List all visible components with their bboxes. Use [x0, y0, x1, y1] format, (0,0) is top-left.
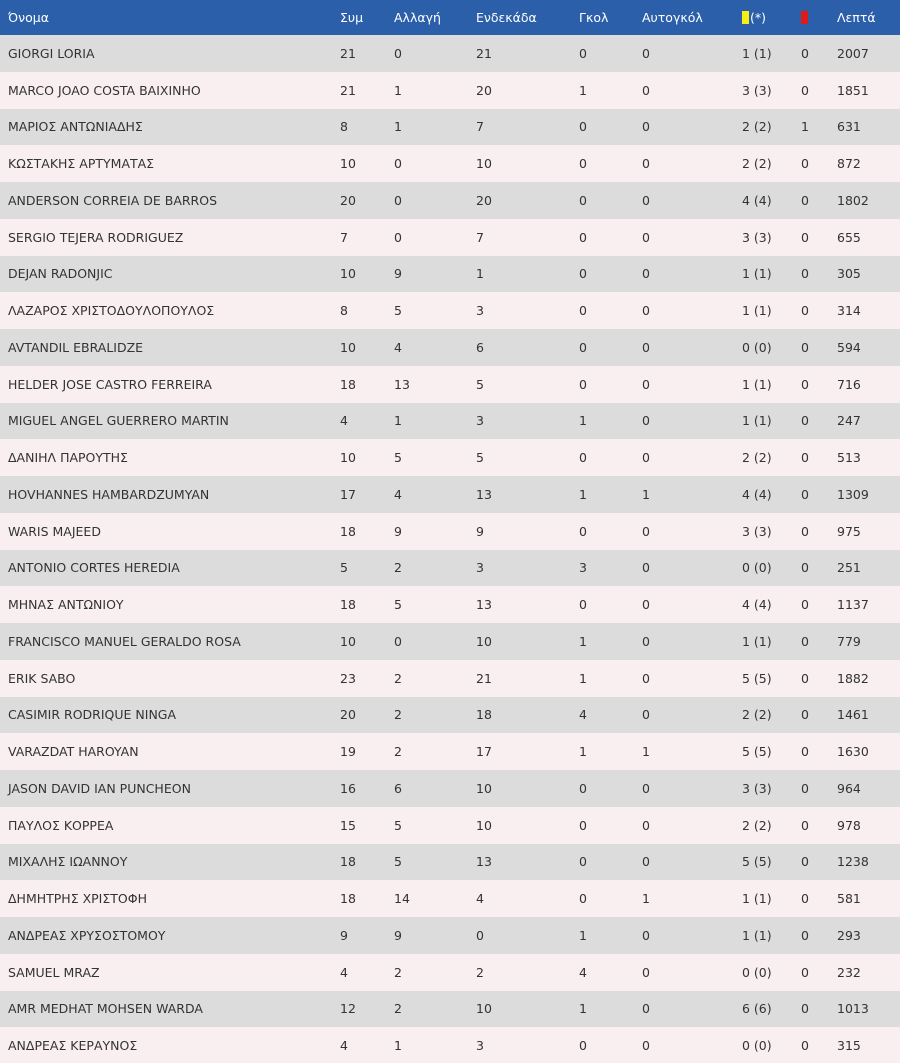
- appearances-cell: 15: [340, 817, 356, 833]
- table-row: [0, 623, 900, 660]
- red-cards-cell: 0: [801, 1038, 809, 1054]
- goals-cell: 0: [579, 303, 587, 319]
- player-name[interactable]: HELDER JOSE CASTRO FERREIRA: [8, 376, 212, 392]
- table-row: [0, 329, 900, 366]
- substitute-cell: 0: [394, 229, 402, 245]
- starting-cell: 9: [476, 523, 484, 539]
- appearances-cell: 18: [340, 523, 356, 539]
- header-appearances[interactable]: Συμ: [340, 10, 364, 25]
- starting-cell: 3: [476, 303, 484, 319]
- table-row: [0, 145, 900, 182]
- minutes-cell: 1238: [837, 854, 869, 870]
- red-cards-cell: 0: [801, 303, 809, 319]
- table-row: [0, 807, 900, 844]
- starting-cell: 5: [476, 450, 484, 466]
- own-goals-cell: 0: [642, 523, 650, 539]
- yellow-cards-cell: 1 (1): [742, 45, 772, 61]
- yellow-cards-cell: 1 (1): [742, 266, 772, 282]
- goals-cell: 3: [579, 560, 587, 576]
- starting-cell: 3: [476, 560, 484, 576]
- red-cards-cell: 0: [801, 229, 809, 245]
- goals-cell: 1: [579, 670, 587, 686]
- player-name[interactable]: ΠΑΥΛΟΣ ΚΟΡΡΕΑ: [8, 817, 114, 833]
- minutes-cell: 975: [837, 523, 861, 539]
- yellow-cards-cell: 5 (5): [742, 670, 772, 686]
- starting-cell: 20: [476, 192, 492, 208]
- substitute-cell: 2: [394, 560, 402, 576]
- table-row: [0, 733, 900, 770]
- header-red-cards[interactable]: [801, 0, 837, 35]
- goals-cell: 0: [579, 597, 587, 613]
- goals-cell: 4: [579, 707, 587, 723]
- own-goals-cell: 1: [642, 891, 650, 907]
- goals-cell: 1: [579, 633, 587, 649]
- starting-cell: 10: [476, 633, 492, 649]
- header-yellow-cards[interactable]: [742, 0, 801, 35]
- substitute-cell: 5: [394, 303, 402, 319]
- substitute-cell: 0: [394, 633, 402, 649]
- substitute-cell: 2: [394, 707, 402, 723]
- appearances-cell: 17: [340, 486, 356, 502]
- goals-cell: 4: [579, 964, 587, 980]
- yellow-cards-cell: 0 (0): [742, 1038, 772, 1054]
- red-cards-cell: 0: [801, 780, 809, 796]
- own-goals-cell: 0: [642, 45, 650, 61]
- red-cards-cell: 0: [801, 854, 809, 870]
- yellow-cards-cell: 6 (6): [742, 1001, 772, 1017]
- own-goals-cell: 0: [642, 376, 650, 392]
- goals-cell: 0: [579, 339, 587, 355]
- starting-cell: 13: [476, 486, 492, 502]
- red-cards-cell: 0: [801, 633, 809, 649]
- player-name[interactable]: SERGIO TEJERA RODRIGUEZ: [8, 229, 184, 245]
- substitute-cell: 6: [394, 780, 402, 796]
- own-goals-cell: 1: [642, 744, 650, 760]
- yellow-cards-cell: 1 (1): [742, 633, 772, 649]
- goals-cell: 0: [579, 854, 587, 870]
- player-name[interactable]: ANDERSON CORREIA DE BARROS: [8, 192, 218, 208]
- goals-cell: 0: [579, 45, 587, 61]
- header-row: [0, 0, 900, 35]
- own-goals-cell: 0: [642, 119, 650, 135]
- appearances-cell: 18: [340, 597, 356, 613]
- substitute-cell: 5: [394, 854, 402, 870]
- red-cards-cell: 0: [801, 450, 809, 466]
- own-goals-cell: 0: [642, 450, 650, 466]
- substitute-cell: 9: [394, 927, 402, 943]
- table-row: [0, 697, 900, 734]
- goals-cell: 0: [579, 1038, 587, 1054]
- appearances-cell: 10: [340, 450, 356, 466]
- yellow-cards-cell: 1 (1): [742, 376, 772, 392]
- minutes-cell: 1882: [837, 670, 869, 686]
- own-goals-cell: 0: [642, 854, 650, 870]
- minutes-cell: 513: [837, 450, 861, 466]
- own-goals-cell: 0: [642, 780, 650, 796]
- table-row: [0, 917, 900, 954]
- table-row: [0, 219, 900, 256]
- starting-cell: 21: [476, 670, 492, 686]
- yellow-cards-cell: 3 (3): [742, 82, 772, 98]
- yellow-cards-cell: 1 (1): [742, 927, 772, 943]
- yellow-cards-cell: 1 (1): [742, 303, 772, 319]
- appearances-cell: 18: [340, 376, 356, 392]
- own-goals-cell: 0: [642, 266, 650, 282]
- table-row: [0, 109, 900, 146]
- table-row: [0, 991, 900, 1028]
- starting-cell: 13: [476, 854, 492, 870]
- minutes-cell: 1309: [837, 486, 869, 502]
- own-goals-cell: 0: [642, 817, 650, 833]
- red-cards-cell: 0: [801, 707, 809, 723]
- table-row: [0, 256, 900, 293]
- yellow-cards-cell: 3 (3): [742, 229, 772, 245]
- appearances-cell: 4: [340, 964, 348, 980]
- player-name[interactable]: CASIMIR RODRIQUE NINGA: [8, 707, 177, 723]
- player-name[interactable]: WARIS MAJEED: [8, 523, 101, 539]
- table-row: [0, 182, 900, 219]
- goals-cell: 1: [579, 413, 587, 429]
- substitute-cell: 1: [394, 413, 402, 429]
- player-name[interactable]: ΜΙΧΑΛΗΣ ΙΩΑΝΝΟΥ: [8, 854, 128, 870]
- table-row: [0, 880, 900, 917]
- yellow-cards-cell: 3 (3): [742, 523, 772, 539]
- yellow-cards-cell: 1 (1): [742, 413, 772, 429]
- goals-cell: 1: [579, 486, 587, 502]
- player-name[interactable]: ΑΝΔΡΕΑΣ ΚΕΡΑΥΝΟΣ: [8, 1038, 138, 1054]
- player-name[interactable]: ERIK SABO: [8, 670, 76, 686]
- table-body: [0, 35, 900, 1063]
- starting-cell: 3: [476, 413, 484, 429]
- own-goals-cell: 0: [642, 156, 650, 172]
- player-name[interactable]: MARCO JOAO COSTA BAIXINHO: [8, 82, 201, 98]
- appearances-cell: 20: [340, 192, 356, 208]
- yellow-card-icon: [742, 11, 749, 24]
- appearances-cell: 10: [340, 156, 356, 172]
- appearances-cell: 21: [340, 82, 356, 98]
- own-goals-cell: 0: [642, 670, 650, 686]
- yellow-cards-cell: 5 (5): [742, 744, 772, 760]
- substitute-cell: 1: [394, 1038, 402, 1054]
- table-row: [0, 586, 900, 623]
- minutes-cell: 1630: [837, 744, 869, 760]
- appearances-cell: 7: [340, 229, 348, 245]
- appearances-cell: 10: [340, 339, 356, 355]
- appearances-cell: 12: [340, 1001, 356, 1017]
- red-cards-cell: 0: [801, 82, 809, 98]
- red-cards-cell: 0: [801, 964, 809, 980]
- starting-cell: 10: [476, 817, 492, 833]
- player-name[interactable]: VARAZDAT HAROYAN: [8, 744, 139, 760]
- table-row: [0, 660, 900, 697]
- appearances-cell: 9: [340, 927, 348, 943]
- table-row: [0, 403, 900, 440]
- minutes-cell: 631: [837, 119, 861, 135]
- minutes-cell: 293: [837, 927, 861, 943]
- substitute-cell: 1: [394, 119, 402, 135]
- own-goals-cell: 0: [642, 597, 650, 613]
- own-goals-cell: 0: [642, 633, 650, 649]
- appearances-cell: 5: [340, 560, 348, 576]
- minutes-cell: 305: [837, 266, 861, 282]
- table-row: [0, 476, 900, 513]
- yellow-cards-cell: 1 (1): [742, 891, 772, 907]
- appearances-cell: 20: [340, 707, 356, 723]
- starting-cell: 10: [476, 1001, 492, 1017]
- red-card-icon: [801, 11, 808, 24]
- starting-cell: 20: [476, 82, 492, 98]
- own-goals-cell: 1: [642, 486, 650, 502]
- player-name[interactable]: ΔΗΜΗΤΡΗΣ ΧΡΙΣΤΟΦΗ: [8, 891, 147, 907]
- yellow-cards-cell: 0 (0): [742, 560, 772, 576]
- goals-cell: 0: [579, 119, 587, 135]
- player-name[interactable]: MIGUEL ANGEL GUERRERO MARTIN: [8, 413, 229, 429]
- red-cards-cell: 0: [801, 670, 809, 686]
- substitute-cell: 2: [394, 964, 402, 980]
- red-cards-cell: 0: [801, 45, 809, 61]
- header-goals[interactable]: Γκολ: [579, 10, 609, 25]
- table-row: [0, 1027, 900, 1063]
- yellow-cards-cell: 4 (4): [742, 597, 772, 613]
- minutes-cell: 581: [837, 891, 861, 907]
- starting-cell: 0: [476, 927, 484, 943]
- goals-cell: 0: [579, 891, 587, 907]
- player-name[interactable]: HOVHANNES HAMBARDZUMYAN: [8, 486, 210, 502]
- player-name[interactable]: AVTANDIL EBRALIDZE: [8, 339, 144, 355]
- red-cards-cell: 0: [801, 266, 809, 282]
- starting-cell: 7: [476, 229, 484, 245]
- yellow-cards-cell: 0 (0): [742, 339, 772, 355]
- appearances-cell: 8: [340, 303, 348, 319]
- player-name[interactable]: ΜΗΝΑΣ ΑΝΤΩΝΙΟΥ: [8, 597, 124, 613]
- starting-cell: 4: [476, 891, 484, 907]
- starting-cell: 2: [476, 964, 484, 980]
- appearances-cell: 10: [340, 266, 356, 282]
- substitute-cell: 14: [394, 891, 410, 907]
- goals-cell: 0: [579, 376, 587, 392]
- table-row: [0, 439, 900, 476]
- starting-cell: 18: [476, 707, 492, 723]
- player-name[interactable]: ΜΑΡΙΟΣ ΑΝΤΩΝΙΑΔΗΣ: [8, 119, 143, 135]
- appearances-cell: 8: [340, 119, 348, 135]
- yellow-cards-cell: 4 (4): [742, 192, 772, 208]
- substitute-cell: 2: [394, 744, 402, 760]
- player-name[interactable]: ΔΑΝΙΗΛ ΠΑΡΟΥΤΗΣ: [8, 450, 128, 466]
- player-name[interactable]: AMR MEDHAT MOHSEN WARDA: [8, 1001, 203, 1017]
- yellow-cards-cell: 2 (2): [742, 119, 772, 135]
- goals-cell: 0: [579, 780, 587, 796]
- red-cards-cell: 0: [801, 192, 809, 208]
- starting-cell: 1: [476, 266, 484, 282]
- header-minutes[interactable]: Λεπτά: [837, 10, 876, 25]
- goals-cell: 0: [579, 229, 587, 245]
- goals-cell: 0: [579, 266, 587, 282]
- minutes-cell: 232: [837, 964, 861, 980]
- substitute-cell: 4: [394, 486, 402, 502]
- red-cards-cell: 0: [801, 891, 809, 907]
- own-goals-cell: 0: [642, 1038, 650, 1054]
- appearances-cell: 18: [340, 891, 356, 907]
- table-row: [0, 770, 900, 807]
- own-goals-cell: 0: [642, 927, 650, 943]
- header-yellow-suffix: (*): [750, 10, 767, 25]
- player-name[interactable]: ΚΩΣΤΑΚΗΣ ΑΡΤΥΜΑΤΑΣ: [8, 156, 155, 172]
- own-goals-cell: 0: [642, 707, 650, 723]
- yellow-cards-cell: 3 (3): [742, 780, 772, 796]
- minutes-cell: 594: [837, 339, 861, 355]
- player-name[interactable]: ΑΝΔΡΕΑΣ ΧΡΥΣΟΣΤΟΜΟΥ: [8, 927, 166, 943]
- red-cards-cell: 0: [801, 1001, 809, 1017]
- player-name[interactable]: FRANCISCO MANUEL GERALDO ROSA: [8, 633, 241, 649]
- substitute-cell: 13: [394, 376, 410, 392]
- yellow-cards-cell: 2 (2): [742, 450, 772, 466]
- red-cards-cell: 1: [801, 119, 809, 135]
- goals-cell: 1: [579, 1001, 587, 1017]
- substitute-cell: 5: [394, 597, 402, 613]
- minutes-cell: 716: [837, 376, 861, 392]
- player-name[interactable]: DEJAN RADONJIC: [8, 266, 113, 282]
- red-cards-cell: 0: [801, 486, 809, 502]
- player-name[interactable]: GIORGI LORIA: [8, 45, 95, 61]
- goals-cell: 1: [579, 82, 587, 98]
- own-goals-cell: 0: [642, 82, 650, 98]
- table-row: [0, 35, 900, 72]
- appearances-cell: 16: [340, 780, 356, 796]
- starting-cell: 21: [476, 45, 492, 61]
- table-row: [0, 844, 900, 881]
- appearances-cell: 10: [340, 633, 356, 649]
- player-name[interactable]: ΛΑΖΑΡΟΣ ΧΡΙΣΤΟΔΟΥΛΟΠΟΥΛΟΣ: [8, 303, 215, 319]
- starting-cell: 10: [476, 156, 492, 172]
- yellow-cards-cell: 5 (5): [742, 854, 772, 870]
- red-cards-cell: 0: [801, 156, 809, 172]
- red-cards-cell: 0: [801, 376, 809, 392]
- own-goals-cell: 0: [642, 229, 650, 245]
- appearances-cell: 4: [340, 1038, 348, 1054]
- player-name[interactable]: JASON DAVID IAN PUNCHEON: [8, 780, 191, 796]
- appearances-cell: 4: [340, 413, 348, 429]
- header-own-goals[interactable]: Αυτογκόλ: [642, 10, 703, 25]
- red-cards-cell: 0: [801, 744, 809, 760]
- yellow-cards-cell: 2 (2): [742, 156, 772, 172]
- substitute-cell: 9: [394, 523, 402, 539]
- own-goals-cell: 0: [642, 413, 650, 429]
- yellow-cards-cell: 2 (2): [742, 707, 772, 723]
- appearances-cell: 21: [340, 45, 356, 61]
- goals-cell: 1: [579, 927, 587, 943]
- substitute-cell: 2: [394, 1001, 402, 1017]
- starting-cell: 7: [476, 119, 484, 135]
- appearances-cell: 23: [340, 670, 356, 686]
- yellow-cards-cell: 2 (2): [742, 817, 772, 833]
- minutes-cell: 872: [837, 156, 861, 172]
- own-goals-cell: 0: [642, 339, 650, 355]
- minutes-cell: 315: [837, 1038, 861, 1054]
- minutes-cell: 655: [837, 229, 861, 245]
- table-row: [0, 513, 900, 550]
- red-cards-cell: 0: [801, 523, 809, 539]
- substitute-cell: 4: [394, 339, 402, 355]
- goals-cell: 0: [579, 450, 587, 466]
- substitute-cell: 9: [394, 266, 402, 282]
- minutes-cell: 2007: [837, 45, 869, 61]
- minutes-cell: 251: [837, 560, 861, 576]
- table-row: [0, 292, 900, 329]
- own-goals-cell: 0: [642, 964, 650, 980]
- table-row: [0, 72, 900, 109]
- starting-cell: 3: [476, 1038, 484, 1054]
- red-cards-cell: 0: [801, 817, 809, 833]
- substitute-cell: 0: [394, 156, 402, 172]
- minutes-cell: 964: [837, 780, 861, 796]
- appearances-cell: 18: [340, 854, 356, 870]
- own-goals-cell: 0: [642, 560, 650, 576]
- minutes-cell: 978: [837, 817, 861, 833]
- goals-cell: 1: [579, 744, 587, 760]
- goals-cell: 0: [579, 156, 587, 172]
- substitute-cell: 5: [394, 450, 402, 466]
- substitute-cell: 1: [394, 82, 402, 98]
- red-cards-cell: 0: [801, 927, 809, 943]
- own-goals-cell: 0: [642, 192, 650, 208]
- minutes-cell: 314: [837, 303, 861, 319]
- own-goals-cell: 0: [642, 303, 650, 319]
- starting-cell: 5: [476, 376, 484, 392]
- minutes-cell: 1461: [837, 707, 869, 723]
- starting-cell: 10: [476, 780, 492, 796]
- minutes-cell: 1013: [837, 1001, 869, 1017]
- header-starting[interactable]: Ενδεκάδα: [476, 10, 537, 25]
- goals-cell: 0: [579, 523, 587, 539]
- header-substitute[interactable]: Αλλαγή: [394, 10, 441, 25]
- appearances-cell: 19: [340, 744, 356, 760]
- red-cards-cell: 0: [801, 339, 809, 355]
- starting-cell: 17: [476, 744, 492, 760]
- minutes-cell: 779: [837, 633, 861, 649]
- substitute-cell: 2: [394, 670, 402, 686]
- yellow-cards-cell: 4 (4): [742, 486, 772, 502]
- starting-cell: 6: [476, 339, 484, 355]
- player-name[interactable]: SAMUEL MRAZ: [8, 964, 100, 980]
- table-header: [0, 0, 900, 35]
- minutes-cell: 1802: [837, 192, 869, 208]
- yellow-cards-cell: 0 (0): [742, 964, 772, 980]
- minutes-cell: 247: [837, 413, 861, 429]
- goals-cell: 0: [579, 817, 587, 833]
- minutes-cell: 1137: [837, 597, 869, 613]
- red-cards-cell: 0: [801, 560, 809, 576]
- starting-cell: 13: [476, 597, 492, 613]
- table-row: [0, 954, 900, 991]
- substitute-cell: 0: [394, 192, 402, 208]
- own-goals-cell: 0: [642, 1001, 650, 1017]
- red-cards-cell: 0: [801, 413, 809, 429]
- table-row: [0, 550, 900, 587]
- player-name[interactable]: ANTONIO CORTES HEREDIA: [8, 560, 180, 576]
- substitute-cell: 5: [394, 817, 402, 833]
- table-row: [0, 366, 900, 403]
- header-name[interactable]: Όνομα: [8, 10, 49, 25]
- red-cards-cell: 0: [801, 597, 809, 613]
- goals-cell: 0: [579, 192, 587, 208]
- minutes-cell: 1851: [837, 82, 869, 98]
- substitute-cell: 0: [394, 45, 402, 61]
